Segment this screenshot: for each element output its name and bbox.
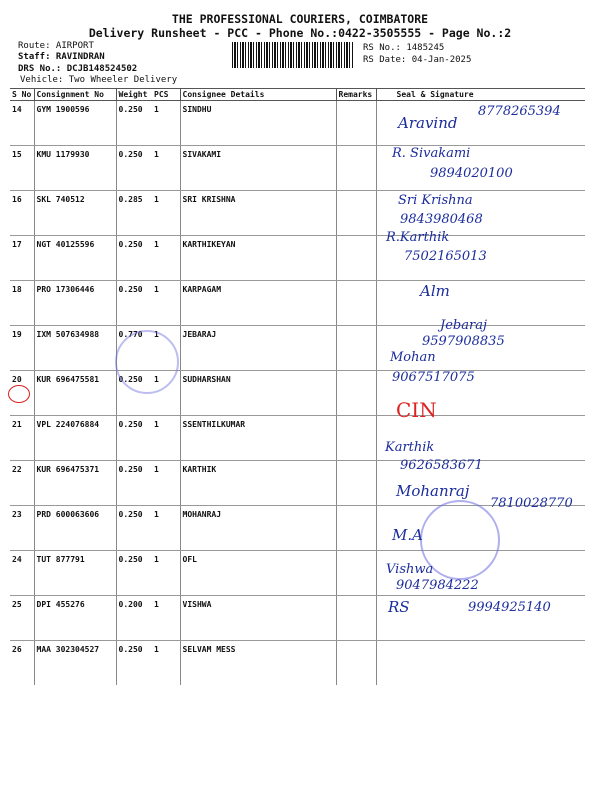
table-row xyxy=(10,236,585,281)
signature-19: Jebaraj xyxy=(440,318,487,333)
remarks-cell xyxy=(336,506,376,551)
handwritten-circle-mark xyxy=(8,385,30,403)
table-row xyxy=(10,551,585,596)
sno-cell: 21 xyxy=(10,416,34,461)
consignee-cell: SSENTHILKUMAR xyxy=(180,416,336,461)
remarks-cell xyxy=(336,416,376,461)
weight-cell: 0.770 xyxy=(116,326,152,371)
sno-cell: 26 xyxy=(12,645,22,654)
remarks-cell xyxy=(336,641,376,686)
col-pcs: PCS xyxy=(152,89,180,101)
consignment-cell: SKL 740512 xyxy=(34,191,116,236)
table-header xyxy=(10,89,585,101)
consignee-cell: JEBARAJ xyxy=(180,326,336,371)
signature-16: Sri Krishna xyxy=(398,193,473,208)
pcs-cell: 1 xyxy=(152,191,180,236)
weight-cell: 0.250 xyxy=(116,281,152,326)
sno-cell: 14 xyxy=(10,101,34,146)
signature-15: R. Sivakami xyxy=(392,146,471,161)
weight-cell: 0.250 xyxy=(116,461,152,506)
sno-cell: 15 xyxy=(10,146,34,191)
rs-number: RS No.: 1485245 xyxy=(363,43,445,53)
signature-25: Vishwa xyxy=(386,562,434,577)
weight-cell: 0.250 xyxy=(116,416,152,461)
weight-cell: 0.285 xyxy=(116,191,152,236)
company-title: THE PROFESSIONAL COURIERS, COIMBATORE xyxy=(171,12,429,26)
pcs-cell: 1 xyxy=(152,416,180,461)
pcs-cell: 1 xyxy=(152,371,180,416)
remarks-cell xyxy=(336,191,376,236)
rs-date: RS Date: 04-Jan-2025 xyxy=(363,55,472,65)
col-seal-signature: Seal & Signature xyxy=(376,89,585,101)
signature-22: Karthik xyxy=(385,440,435,455)
pcs-cell: 1 xyxy=(152,326,180,371)
col-sno: S No xyxy=(10,89,34,101)
consignment-cell: DPI 455276 xyxy=(34,596,116,641)
consignment-cell: KMU 1179930 xyxy=(34,146,116,191)
phone-16: 9843980468 xyxy=(400,212,483,227)
consignment-cell: PRD 600063606 xyxy=(34,506,116,551)
pcs-cell: 1 xyxy=(152,551,180,596)
consignee-cell: SRI KRISHNA xyxy=(180,191,336,236)
signature-24: M.A xyxy=(392,526,423,544)
signature-18: Alm xyxy=(420,282,450,300)
barcode xyxy=(232,42,354,68)
remarks-cell xyxy=(336,551,376,596)
pcs-cell: 1 xyxy=(152,101,180,146)
pcs-cell: 1 xyxy=(154,645,159,654)
signature-17: R.Karthik xyxy=(386,230,450,245)
consignee-cell: KARTHIKEYAN xyxy=(180,236,336,281)
sno-cell: 20 xyxy=(10,371,34,416)
signature-20: Mohan xyxy=(390,350,436,365)
signature-26: RS xyxy=(388,598,410,616)
sno-cell: 22 xyxy=(10,461,34,506)
remarks-cell xyxy=(336,236,376,281)
pcs-cell: 1 xyxy=(152,596,180,641)
sno-cell: 18 xyxy=(10,281,34,326)
consignee-cell: SINDHU xyxy=(180,101,336,146)
remarks-cell xyxy=(336,146,376,191)
weight-cell: 0.250 xyxy=(116,146,152,191)
signature-23: Mohanraj xyxy=(396,482,470,500)
staff: Staff: RAVINDRAN xyxy=(18,52,105,62)
weight-cell: 0.250 xyxy=(116,101,152,146)
table-row xyxy=(10,191,585,236)
consignee-cell: KARPAGAM xyxy=(180,281,336,326)
sno-cell: 24 xyxy=(10,551,34,596)
consignment-cell: VPL 224076884 xyxy=(34,416,116,461)
sno-cell: 25 xyxy=(10,596,34,641)
remarks-cell xyxy=(336,596,376,641)
consignee-cell: MOHANRAJ xyxy=(180,506,336,551)
phone-26: 9994925140 xyxy=(468,600,551,615)
consignee-cell: SIVAKAMI xyxy=(180,146,336,191)
sno-cell: 19 xyxy=(10,326,34,371)
drs-number: DRS No.: DCJB148524502 xyxy=(18,64,138,74)
consignment-cell: NGT 40125596 xyxy=(34,236,116,281)
col-remarks: Remarks xyxy=(336,89,376,101)
consignment-cell: PRO 17306446 xyxy=(34,281,116,326)
runsheet-subtitle: Delivery Runsheet - PCC - Phone No.:0422-3505555 - Page No.:2 xyxy=(88,26,512,40)
remarks-cell xyxy=(336,281,376,326)
weight-cell: 0.250 xyxy=(116,641,152,686)
pcs-cell: 1 xyxy=(152,236,180,281)
col-consignment: Consignment No xyxy=(34,89,116,101)
col-weight: Weight xyxy=(116,89,152,101)
phone-20: 9067517075 xyxy=(392,370,475,385)
weight-cell: 0.250 xyxy=(116,551,152,596)
table-row xyxy=(10,416,585,461)
signature-cell xyxy=(376,641,585,686)
remarks-cell xyxy=(336,326,376,371)
phone-15: 9894020100 xyxy=(430,166,513,181)
sno-cell: 16 xyxy=(10,191,34,236)
phone-23: 7810028770 xyxy=(490,496,573,511)
signature-14: Aravind xyxy=(398,114,458,132)
faded-stamp xyxy=(115,330,179,394)
col-consignee: Consignee Details xyxy=(180,89,336,101)
sno-cell: 23 xyxy=(10,506,34,551)
consignment-cell: GYM 1900596 xyxy=(34,101,116,146)
phone-14: 8778265394 xyxy=(478,104,561,119)
sno-cell: 17 xyxy=(10,236,34,281)
phone-17: 7502165013 xyxy=(404,249,487,264)
route: Route: AIRPORT xyxy=(18,41,94,51)
remarks-cell xyxy=(336,101,376,146)
pcs-cell: 1 xyxy=(152,506,180,551)
consignee-cell: SUDHARSHAN xyxy=(180,371,336,416)
consignment-cell: KUR 696475581 xyxy=(34,371,116,416)
consignment-cell: MAA 302304527 xyxy=(34,641,116,686)
table-row xyxy=(10,641,585,686)
consignee-cell: KARTHIK xyxy=(180,461,336,506)
consignee-cell: SELVAM MESS xyxy=(180,641,336,686)
consignee-cell: VISHWA xyxy=(180,596,336,641)
consignment-cell: IXM 507634988 xyxy=(34,326,116,371)
weight-cell: 0.200 xyxy=(116,596,152,641)
phone-25: 9047984222 xyxy=(396,578,479,593)
pcs-cell: 1 xyxy=(152,281,180,326)
remarks-cell xyxy=(336,461,376,506)
pcs-cell: 1 xyxy=(152,461,180,506)
phone-22: 9626583671 xyxy=(400,458,483,473)
pcs-cell: 1 xyxy=(152,146,180,191)
remarks-cell xyxy=(336,371,376,416)
signature-21: CIN xyxy=(396,398,437,422)
phone-19: 9597908835 xyxy=(422,334,505,349)
table-row xyxy=(10,281,585,326)
consignee-cell: OFL xyxy=(180,551,336,596)
weight-cell: 0.250 xyxy=(116,506,152,551)
consignment-cell: KUR 696475371 xyxy=(34,461,116,506)
weight-cell: 0.250 xyxy=(116,371,152,416)
vehicle: Vehicle: Two Wheeler Delivery xyxy=(20,75,178,85)
weight-cell: 0.250 xyxy=(116,236,152,281)
consignment-cell: TUT 877791 xyxy=(34,551,116,596)
table-row xyxy=(10,371,585,416)
